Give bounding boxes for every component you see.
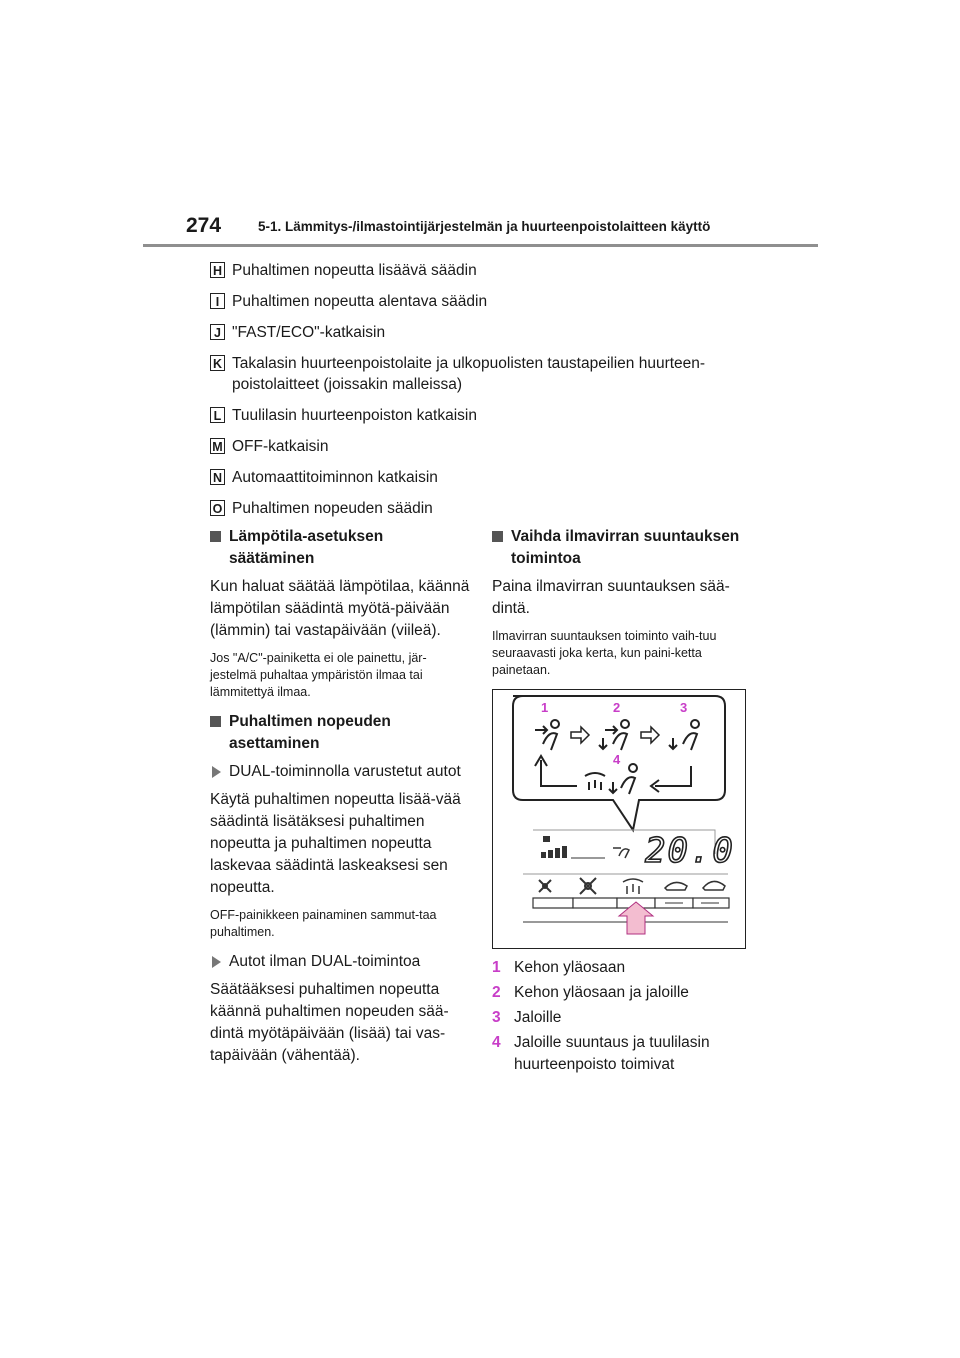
mirror-defog-icon: [703, 881, 725, 890]
header-rule: [143, 244, 818, 247]
section-title: 5-1. Lämmitys-/ilmastointijärjestelmän ja huurteenpoistolaitteen käyttö: [258, 219, 711, 234]
airflow-diagram: [492, 689, 746, 949]
off-note: OFF-painikkeen painaminen sammut-taa puhaltimen.: [210, 908, 437, 939]
fan-high-button[interactable]: [573, 898, 617, 908]
legend-text: Automaattitoiminnon katkaisin: [232, 469, 438, 486]
defroster-icon: [623, 879, 643, 894]
legend-item: [210, 405, 770, 426]
legend-item: [210, 291, 770, 312]
mode-number: 3: [492, 1009, 501, 1026]
legend-key: I: [210, 293, 225, 309]
legend-item: [210, 260, 770, 281]
mode-text: Jaloille: [514, 1009, 562, 1026]
legend-key: M: [210, 438, 225, 454]
right-column: [492, 526, 752, 1079]
legend-item: [210, 322, 770, 343]
fan-speed-heading: Puhaltimen nopeuden asettaminen: [210, 711, 470, 755]
mode-label-1: 1: [541, 700, 549, 715]
legend-text: Takalasin huurteenpoistolaite ja ulkopuolisten taustapeilien huurteen-poistolaitteet (joissakin malleissa): [232, 355, 706, 393]
mode-label-2: 2: [613, 700, 621, 715]
legend-key: N: [210, 469, 225, 485]
legend-key: L: [210, 407, 225, 423]
legend-text: OFF-katkaisin: [232, 438, 329, 455]
triangle-bullet-icon: [212, 766, 221, 778]
legend-text: Puhaltimen nopeutta lisäävä säädin: [232, 262, 477, 279]
mode-label-4: 4: [613, 752, 621, 767]
legend-key: H: [210, 262, 225, 278]
heading-bullet-icon: [210, 716, 221, 727]
mode-number: 2: [492, 984, 501, 1001]
mode-indicator-icon: [613, 848, 629, 858]
fan-level-icon: [541, 836, 605, 858]
rear-defog-icon: [665, 882, 687, 890]
temperature-heading: Lämpötila-asetuksen säätäminen: [210, 526, 470, 570]
mode-text: Kehon yläosaan ja jaloille: [514, 984, 689, 1001]
list-item: [492, 1007, 752, 1029]
mode-number: 4: [492, 1034, 501, 1051]
airflow-note: Ilmavirran suuntauksen toiminto vaih-tuu seuraavasti joka kerta, kun paini-ketta painetaan.: [492, 629, 717, 677]
no-dual-subheading: Autot ilman DUAL-toimintoa: [210, 951, 470, 973]
legend-text: Puhaltimen nopeuden säädin: [232, 500, 433, 517]
airflow-heading: Vaihda ilmavirran suuntauksen toimintoa: [492, 526, 752, 570]
temperature-display: 20.0: [645, 831, 735, 871]
legend-item: [210, 353, 770, 395]
left-column: [210, 526, 470, 1075]
airflow-diagram-svg: [493, 690, 745, 948]
page-number: 274: [186, 214, 222, 237]
mode-label-3: 3: [680, 700, 688, 715]
legend-text: "FAST/ECO"-katkaisin: [232, 324, 386, 341]
legend-key: J: [210, 324, 225, 340]
list-item: [492, 957, 752, 979]
dual-text: Käytä puhaltimen nopeutta lisää-vää säädintä lisätäksesi puhaltimen nopeutta ja puhaltimen nopeutta laskevaa säädintä laskeaksesi sen nopeutta.: [210, 791, 461, 896]
list-item: [492, 982, 752, 1004]
fan-low-icon: [539, 880, 551, 892]
legend-key: O: [210, 500, 225, 516]
legend-item: [210, 436, 770, 457]
mode-number: 1: [492, 959, 501, 976]
dual-subheading: DUAL-toiminnolla varustetut autot: [210, 761, 470, 783]
control-legend: [210, 260, 770, 529]
triangle-bullet-icon: [212, 956, 221, 968]
airflow-text: Paina ilmavirran suuntauksen sää-dintä.: [492, 578, 730, 617]
temperature-text: Kun haluat säätää lämpötilaa, käännä lämpötilan säädintä myötä-päivään (lämmin) tai vastapäivään (viileä).: [210, 578, 470, 639]
list-item: [492, 1032, 752, 1076]
airflow-mode-list: [492, 957, 752, 1076]
heading-bullet-icon: [492, 531, 503, 542]
legend-text: Tuulilasin huurteenpoiston katkaisin: [232, 407, 477, 424]
temperature-note: Jos "A/C"-painiketta ei ole painettu, jär-jestelmä puhaltaa ympäristön ilmaa tai lämmitettyä ilmaa.: [210, 651, 427, 699]
mode-text: Jaloille suuntaus ja tuulilasin huurteenpoisto toimivat: [514, 1034, 710, 1073]
mode-text: Kehon yläosaan: [514, 959, 626, 976]
heading-bullet-icon: [210, 531, 221, 542]
fan-high-icon: [580, 878, 596, 894]
legend-text: Puhaltimen nopeutta alentava säädin: [232, 293, 488, 310]
legend-key: K: [210, 355, 225, 371]
fan-low-button[interactable]: [533, 898, 573, 908]
legend-item: [210, 467, 770, 488]
no-dual-text: Säätääksesi puhaltimen nopeutta käännä puhaltimen nopeuden sää-dintä myötäpäivään (lisää) tai vas-tapäivään (vähentää).: [210, 981, 449, 1064]
legend-item: [210, 498, 770, 519]
